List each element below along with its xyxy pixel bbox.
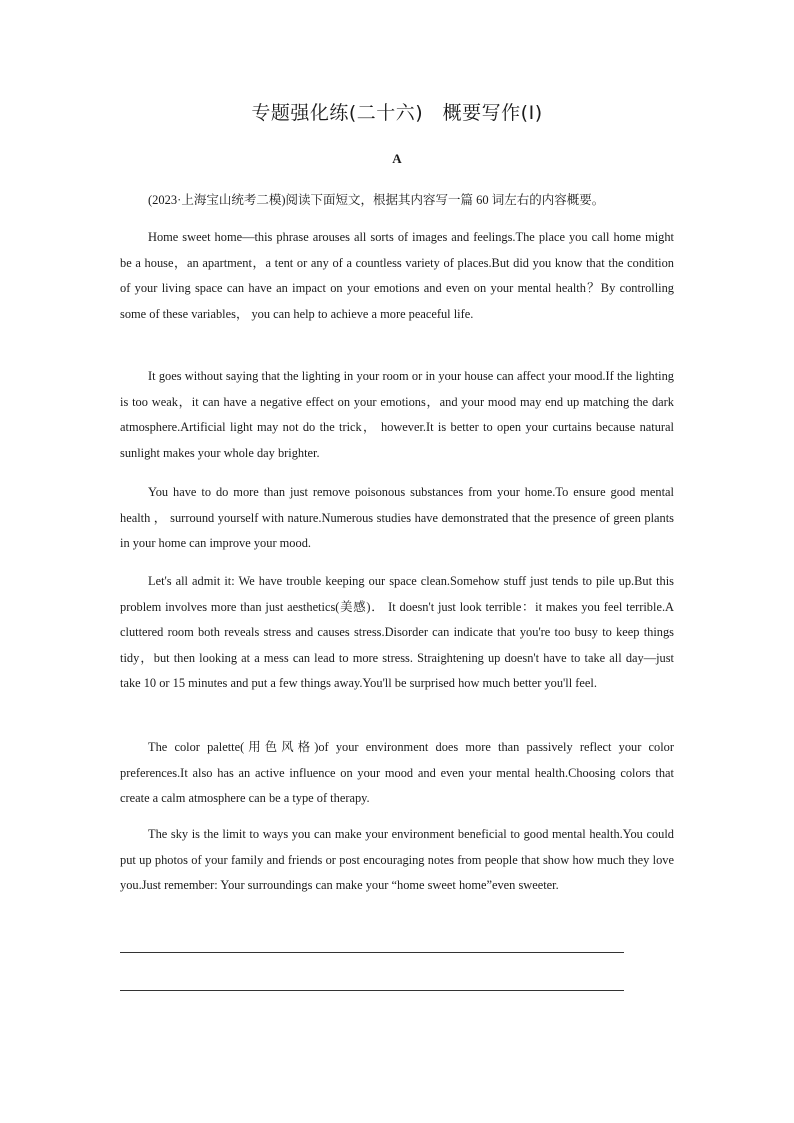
instruction-text: (2023·上海宝山统考二模)阅读下面短文，根据其内容写一篇 60 词左右的内容概要。 — [148, 193, 605, 207]
page-title: 专题强化练(二十六) 概要写作(Ⅰ) — [251, 102, 543, 124]
answer-line-2[interactable] — [120, 990, 624, 991]
passage-paragraph-5: The color palette(用色风格)of your environment does more than passively reflect your color preferences.It also has an active influence on your mood and even your mental health.Choosing colors that create a calm atmosphere can be a type of therapy. — [120, 740, 674, 806]
passage-paragraph-1: Home sweet home—this phrase arouses all sorts of images and feelings.The place you call home might be a house，an apartment，a tent or any of a countless variety of places.But did you know that the condition of your living space can have an impact on your emotions and even on your mental health？By controlling some of these variables， you can help to achieve a more peaceful life. — [120, 230, 674, 321]
passage-paragraph-6: The sky is the limit to ways you can make your environment beneficial to good mental health.You could put up photos of your family and friends or post encouraging notes from people that show how much they love you.Just remember: Your surroundings can make your “home sweet home”even sweeter. — [120, 827, 674, 893]
passage-paragraph-3: You have to do more than just remove poisonous substances from your home.To ensure good mental health ， surround yourself with nature.Numerous studies have demonstrated that the presence of green plants in your home can improve your mood. — [120, 485, 674, 551]
section-label: A — [392, 151, 402, 166]
passage-paragraph-2: It goes without saying that the lighting in your room or in your house can affect your mood.If the lighting is too weak，it can have a negative effect on your emotions，and your mood may end up matching the dark atmosphere.Artificial light may not do the trick， however.It is better to open your curtains because natural sunlight makes your whole day brighter. — [120, 369, 674, 460]
passage-paragraph-4: Let's all admit it: We have trouble keeping our space clean.Somehow stuff just tends to pile up.But this problem involves more than just aesthetics(美感)． It doesn't just look terrible：it makes you feel terrible.A cluttered room both reveals stress and causes stress.Disorder can indicate that you're too busy to keep things tidy，but then looking at a mess can lead to more stress. Straightening up doesn't have to take all day—just take 10 or 15 minutes and put a few things away.You'll be surprised how much better you'll feel. — [120, 574, 674, 691]
answer-line-1[interactable] — [120, 952, 624, 953]
